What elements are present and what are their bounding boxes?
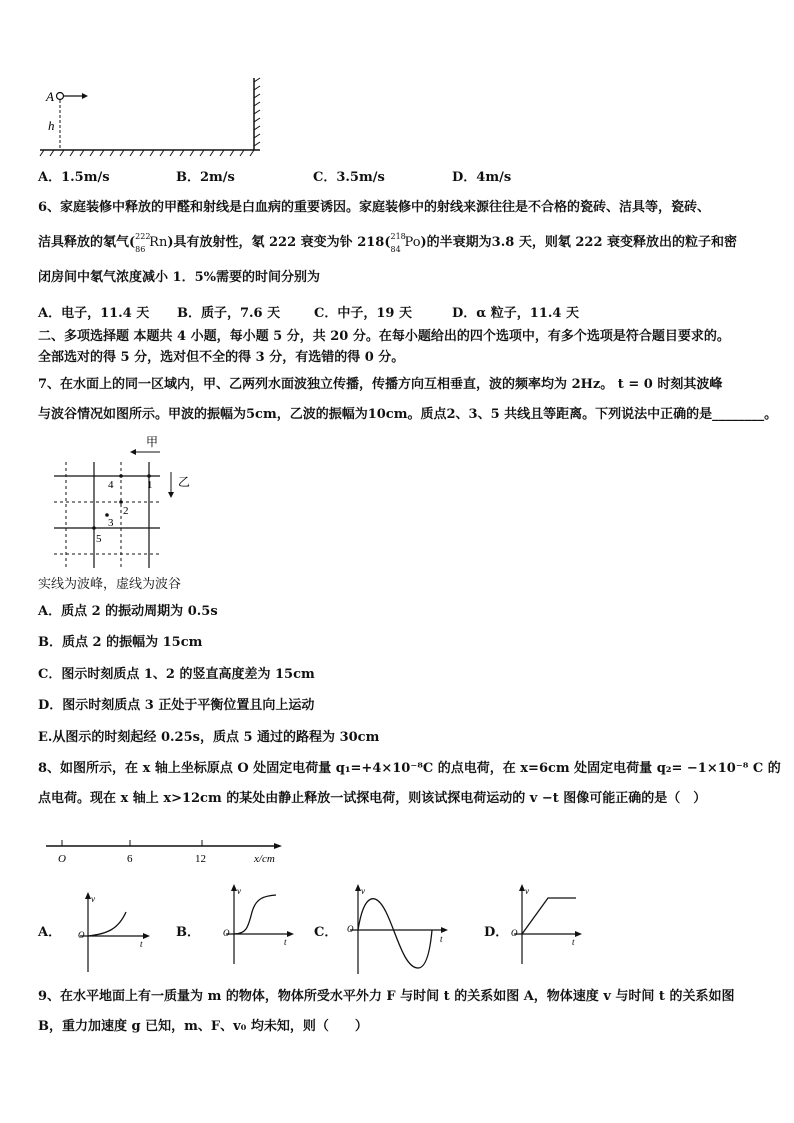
q6-line2-a: 洁具释放的氡气( (38, 235, 136, 250)
q7-option-a: A．质点 2 的振动周期为 0.5s (38, 604, 218, 619)
q8-graph-c (344, 882, 454, 976)
q8-line2: 点电荷。现在 x 轴上 x>12cm 的某处由静止释放一试探电荷，则该试探电荷运动的 v −t 图像可能正确的是（ ） (38, 791, 707, 806)
q7-option-e: E.从图示的时刻起经 0.25s，质点 5 通过的路程为 30cm (38, 730, 380, 745)
po-mass: 218 (390, 232, 406, 241)
q7-wave-figure (40, 432, 200, 572)
graph-a-t: t (140, 939, 143, 949)
label-yi: 乙 (178, 475, 191, 489)
label-A: A (46, 89, 54, 104)
graph-c-o: O (347, 924, 354, 934)
q9-line2: B，重力加速度 g 已知，m、F、v₀ 均未知，则（ ） (38, 1019, 368, 1034)
graph-d-t: t (572, 937, 575, 947)
graph-c-v: v (361, 886, 365, 896)
q5-option-d: D．4m/s (452, 170, 512, 185)
q6-line2-b: )具有放射性，氡 222 衰变为钋 218( (167, 235, 391, 250)
point-2: 2 (123, 505, 129, 517)
q6-option-b: B．质子，7.6 天 (177, 306, 281, 321)
tick-o: O (58, 853, 66, 865)
q8-graph-b (220, 882, 300, 966)
rn-nuclide (135, 234, 167, 252)
q7-line2: 与波谷情况如图所示。甲波的振幅为5cm，乙波的振幅为10cm。质点2、3、5 共线且等距离。下列说法中正确的是________。 (38, 407, 778, 422)
point-4: 4 (108, 479, 114, 491)
q7-caption: 实线为波峰，虚线为波谷 (38, 577, 182, 592)
section2-line1: 二、多项选择题 本题共 4 小题，每小题 5 分，共 20 分。在每小题给出的四个选项中，有多个选项是符合题目要求的。 (38, 329, 730, 344)
point-3: 3 (108, 517, 114, 529)
po-z: 84 (390, 245, 401, 254)
q5-figure (38, 78, 268, 158)
tick-6: 6 (127, 853, 133, 865)
label-jia: 甲 (146, 435, 159, 449)
q8-graph-d (508, 882, 588, 966)
label-h: h (48, 118, 55, 133)
graph-c-t: t (440, 934, 443, 944)
q6-line2 (38, 234, 737, 252)
q5-option-a: A．1.5m/s (38, 170, 110, 185)
tick-12: 12 (195, 853, 206, 865)
graph-d-v: v (525, 886, 529, 896)
axis-label-x: x/cm (254, 853, 275, 865)
graph-b-v: v (237, 886, 241, 896)
q5-option-b: B．2m/s (176, 170, 235, 185)
q7-line1: 7、在水面上的同一区域内，甲、乙两列水面波独立传播，传播方向互相垂直，波的频率均为 2Hz。 t = 0 时刻其波峰 (38, 377, 723, 392)
q8-graph-a (76, 890, 156, 974)
q5-option-c: C．3.5m/s (313, 170, 385, 185)
q8-line1: 8、如图所示，在 x 轴上坐标原点 O 处固定电荷量 q₁=+4×10⁻⁸C 的点电荷，在 x=6cm 处固定电荷量 q₂= −1×10⁻⁸ C 的 (38, 761, 781, 776)
point-5: 5 (96, 533, 102, 545)
q8-option-b-label: B． (176, 925, 200, 940)
q6-line1: 6、家庭装修中释放的甲醛和射线是白血病的重要诱因。家庭装修中的射线来源往往是不合格的瓷砖、洁具等，瓷砖、 (38, 200, 711, 215)
q8-option-c-label: C． (314, 925, 338, 940)
graph-a-v: v (91, 894, 95, 904)
rn-mass: 222 (135, 232, 151, 241)
po-symbol: Po (404, 235, 421, 250)
point-1: 1 (147, 479, 153, 491)
q7-option-d: D．图示时刻质点 3 正处于平衡位置且向上运动 (38, 698, 315, 713)
section2-line2: 全部选对的得 5 分，选对但不全的得 3 分，有选错的得 0 分。 (38, 350, 405, 365)
q6-option-a: A．电子，11.4 天 (38, 306, 150, 321)
graph-d-o: O (511, 928, 518, 938)
q9-line1: 9、在水平地面上有一质量为 m 的物体，物体所受水平外力 F 与时间 t 的关系如图 A，物体速度 v 与时间 t 的关系如图 (38, 989, 735, 1004)
q7-option-b: B．质点 2 的振幅为 15cm (38, 635, 203, 650)
q6-option-c: C．中子，19 天 (314, 306, 412, 321)
q6-line3: 闭房间中氡气浓度减小 1．5%需要的时间分别为 (38, 270, 320, 285)
rn-z: 86 (135, 245, 146, 254)
graph-b-t: t (284, 937, 287, 947)
q7-option-c: C．图示时刻质点 1、2 的竖直高度差为 15cm (38, 667, 315, 682)
graph-a-o: O (78, 930, 85, 940)
po-nuclide (390, 234, 420, 252)
q8-option-a-label: A． (38, 925, 62, 940)
q8-option-d-label: D． (484, 925, 509, 940)
rn-symbol: Rn (149, 235, 168, 250)
q6-option-d: D．α 粒子，11.4 天 (452, 306, 579, 321)
graph-b-o: O (223, 928, 230, 938)
q8-axis-figure (40, 832, 290, 868)
q6-line2-c: )的半衰期为3.8 天，则氡 222 衰变释放出的粒子和密 (420, 235, 738, 250)
